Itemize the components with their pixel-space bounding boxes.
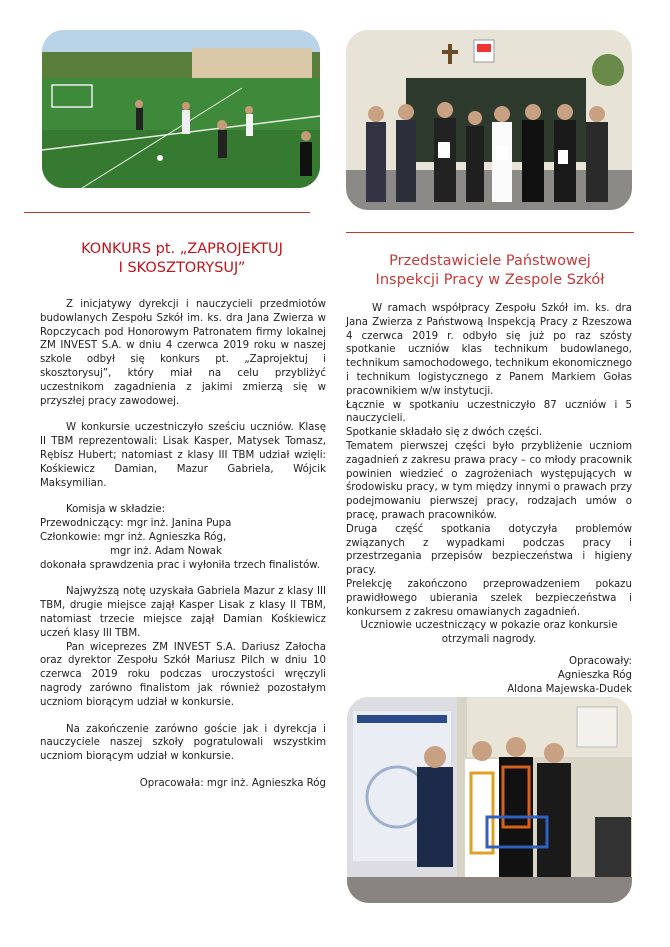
left-title-line-2: I SKOSZTORYSUJ”	[118, 260, 246, 276]
left-paragraph-1: Z inicjatywy dyrekcji i nauczycieli przedmiotów budowlanych Zespołu Szkół im. ks. dra Jana Zwierza w Ropczycach pod Honorowym Patronatem firmy lokalnej ZM INVEST S.A. w dniu 4 czerwca 2019 roku w naszej szkole odbył się konkurs pt. „Zaprojektuj i skosztorysuj”, który miał na celu przybliżyć uczestnikom zagadnienia z jakimi zmierzą się w przyszłej pracy zawodowej.	[40, 299, 326, 407]
left-paragraph-2: W konkursie uczestniczyło sześciu uczniów. Klasę II TBM reprezentowali: Lisak Kasper, Matysek Tomasz, Rębisz Hubert; natomiast z klasy III TBM udział wzięli: Kośkiewicz Damian, Mazur Gabriela, Wójcik Maksymilian.	[40, 422, 326, 489]
right-paragraph-5: Druga część spotkania dotyczyła problemów związanych z wypadkami podczas pracy i przestrzegania przepisów bezpieczeństwa i higieny pracy.	[346, 523, 632, 577]
right-paragraph-4: Tematem pierwszej części było przybliżenie uczniom zagadnień z zakresu prawa pracy – co młody pracownik powinien wiedzieć o zagrożeniach występujących w środowisku pracy, w tym między innymi o prawach przy podejmowaniu pierwszej pracy, rodzajach umów o pracę, prawach pracowników.	[346, 440, 632, 521]
right-paragraph-2: Łącznie w spotkaniu uczestniczyło 87 uczniów i 5 nauczycieli.	[346, 399, 632, 425]
committee-members: Członkowie: mgr inż. Agnieszka Róg,	[40, 531, 227, 543]
committee-result: dokonała sprawdzenia prac i wyłoniła trzech finalistów.	[40, 559, 320, 571]
left-paragraph-4: Najwyższą notę uzyskała Gabriela Mazur z klasy III TBM, drugie miejsce zajął Kasper Lisak z klasy II TBM, natomiast trzecie miejsce zajął Damian Kośkiewicz uczeń klasy III TBM.	[40, 586, 326, 639]
left-divider-line	[24, 212, 310, 213]
right-title-line-2: Inspekcji Pracy w Zespole Szkół	[375, 272, 605, 288]
left-signature: Opracowała: mgr inż. Agnieszka Róg	[139, 777, 326, 789]
committee-member-2: mgr inż. Adam Nowak	[110, 545, 222, 557]
group-photo-image	[346, 30, 632, 210]
right-divider-line	[346, 232, 634, 233]
left-article-body	[40, 298, 326, 791]
committee-heading: Komisja w składzie:	[66, 504, 166, 516]
right-signature-name-2: Aldona Majewska-Dudek	[507, 683, 632, 695]
right-paragraph-7: Uczniowie uczestniczący w pokazie oraz konkursie otrzymali nagrody.	[360, 620, 618, 646]
right-signature-label: Opracowały:	[569, 655, 632, 667]
right-article-body	[346, 302, 632, 696]
right-paragraph-1: W ramach współpracy Zespołu Szkół im. ks. dra Jana Zwierza z Państwową Inspekcją Pracy z Rzeszowa 4 czerwca 2019 r. odbyło się już po raz szósty spotkanie uczniów klas technikum budowlanego, technikum samochodowego, technikum ekonomicznego i technikum logistycznego z Panem Markiem Gołas pracownikiem w/w instytucji.	[346, 303, 632, 397]
committee-chair: Przewodniczący: mgr inż. Janina Pupa	[40, 518, 232, 530]
photo-group-certificates	[346, 30, 632, 210]
right-title-line-1: Przedstawiciele Państwowej	[389, 253, 591, 269]
left-title-line-1: KONKURS pt. „ZAPROJEKTUJ	[81, 241, 283, 257]
right-paragraph-3: Spotkanie składało się z dwóch części.	[346, 427, 543, 439]
photo-football-pitch	[42, 30, 320, 188]
right-paragraph-6: Prelekcję zakończono przeprowadzeniem pokazu prawidłowego ubierania szelek bezpieczeństwa i konkursem z zakresu omawianych zagadnień.	[346, 578, 632, 618]
left-paragraph-5: Pan wiceprezes ZM INVEST S.A. Dariusz Załocha oraz dyrektor Zespołu Szkół Mariusz Pilch w dniu 10 czerwca 2019 roku podczas uroczystości wręczyli nagrody zarówno finalistom jak również pozostałym uczniom biorącym udział w konkursie.	[40, 641, 326, 708]
demonstration-image	[347, 697, 632, 903]
football-pitch-image	[42, 30, 320, 188]
left-paragraph-6: Na zakończenie zarówno goście jak i dyrekcja i nauczyciele naszej szkoły pogratulowali wszystkim uczniom biorącym udział w konkursie.	[40, 723, 326, 763]
left-article-title	[30, 240, 334, 278]
right-article-title	[346, 252, 634, 290]
right-signature-name-1: Agnieszka Róg	[557, 669, 632, 681]
photo-harness-demonstration	[347, 697, 632, 903]
